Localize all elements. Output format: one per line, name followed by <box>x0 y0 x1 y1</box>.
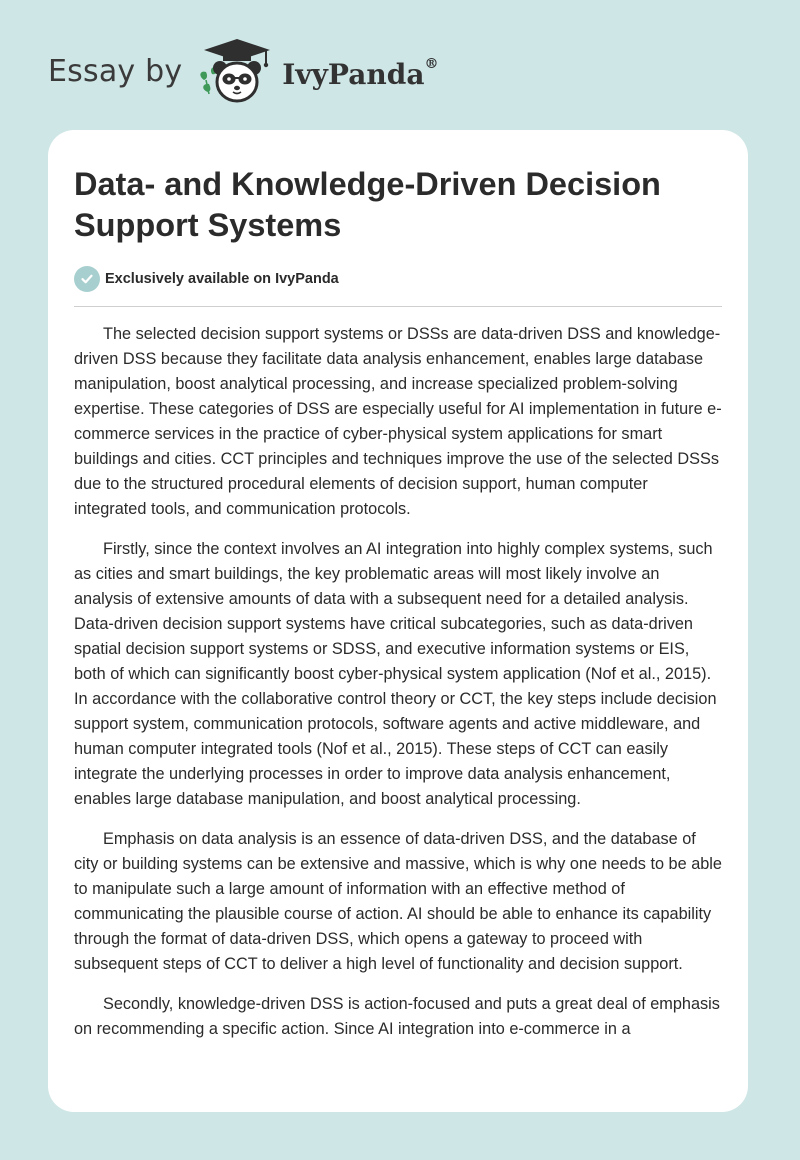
article-card <box>48 130 748 1112</box>
paragraph: Secondly, knowledge-driven DSS is action-focused and puts a great deal of emphasis on recommending a specific action. Since AI integration into e-commerce in a <box>74 995 720 1038</box>
availability-text: Exclusively available on IvyPanda <box>105 271 339 287</box>
article-body <box>74 322 722 1042</box>
essay-by-label: Essay by <box>48 53 183 89</box>
paragraph: The selected decision support systems or DSSs are data-driven DSS and knowledge-driven DSS because they facilitate data analysis enhancement, enables large database manipulation, boost analytical processing, and increase specialized problem-solving expertise. These categories of DSS are especially useful for AI implementation in future e-commerce services in the practice of cyber-physical system applications for smart buildings and cities. CCT principles and techniques improve the use of the selected DSSs due to the structured procedural elements of decision support, human computer integrated tools, and communication protocols. <box>74 325 722 518</box>
panda-logo-icon[interactable] <box>196 36 278 108</box>
paragraph: Firstly, since the context involves an AI integration into highly complex systems, such as cities and smart buildings, the key problematic areas will most likely involve an analysis of extensive amounts of data with a subsequent need for a detailed analysis. Data-driven decision support systems have critical subcategories, such as data-driven spatial decision support systems or SDSS, and executive information systems or EIS, both of which can significantly boost cyber-physical system application (Nof et al., 2015). In accordance with the collaborative control theory or CCT, the key steps include decision support system, communication protocols, software agents and active middleware, and human computer integrated tools (Nof et al., 2015). These steps of CCT can easily integrate the underlying processes in order to improve data analysis enhancement, enables large database manipulation, and boost analytical processing. <box>74 540 717 808</box>
divider <box>74 306 722 307</box>
registered-mark: ® <box>424 55 439 72</box>
availability-badge <box>74 266 722 292</box>
check-icon <box>74 266 100 292</box>
article-title: Data- and Knowledge-Driven Decision Support Systems <box>74 166 661 243</box>
paragraph: Emphasis on data analysis is an essence of data-driven DSS, and the database of city or building systems can be extensive and massive, which is why one needs to be able to manipulate such a large amount of information with an effective method of communicating the plausible course of action. AI should be able to enhance its capability through the format of data-driven DSS, which opens a gateway to proceed with subsequent steps of CCT to deliver a high level of functionality and decision support. <box>74 830 722 973</box>
site-header <box>48 36 438 108</box>
brand-name[interactable] <box>282 55 439 91</box>
brand-label[interactable]: IvyPanda <box>282 57 425 91</box>
